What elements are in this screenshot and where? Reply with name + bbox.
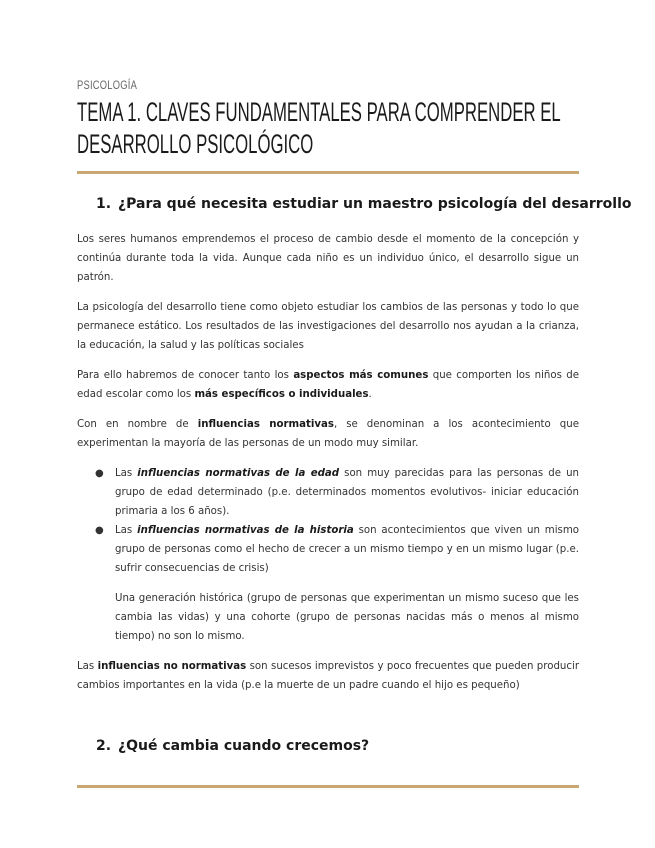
paragraph-5 [77, 657, 579, 695]
section-1-number: 1. [96, 196, 112, 212]
bullet-dot-icon: ● [95, 525, 104, 536]
text-run: , se denominan a los acontecimiento que experimentan la mayoría de las personas de un modo muy similar. [77, 419, 580, 449]
section-1-text: ¿Para qué necesita estudiar un maestro psicología del desarrollo [118, 196, 632, 212]
text-run: Las [77, 661, 98, 672]
text-run: Para ello habremos de conocer tanto los [77, 370, 294, 381]
list-item [77, 521, 579, 578]
bold-italic-text: influencias normativas de la historia [137, 525, 354, 536]
text-run: . [368, 389, 372, 400]
bold-text: aspectos más comunes [293, 370, 429, 381]
paragraph-2: La psicología del desarrollo tiene como objeto estudiar los cambios de las personas y todo lo que permanece estático. Los resultados de las investigaciones del desarrollo nos ayudan a la crianza, la educación, la salud y las políticas sociales [77, 302, 579, 351]
text-run: son sucesos imprevistos y poco frecuentes que pueden producir cambios importantes en la vida (p.e la muerte de un padre cuando el hijo es pequeño) [77, 661, 580, 691]
title-divider [77, 171, 579, 174]
text-run: Con en nombre de [77, 419, 198, 430]
list-item [77, 464, 579, 521]
section-2-heading [96, 738, 369, 754]
bullet-list [77, 464, 579, 578]
paragraph-1: Los seres humanos emprendemos el proceso de cambio desde el momento de la concepción y continúa durante toda la vida. Aunque cada niño es un individuo único, el desarrollo sigue un patrón. [77, 234, 579, 283]
bold-text: influencias no normativas [97, 661, 247, 672]
subject-label: PSICOLOGÍA [77, 78, 138, 92]
text-run: Las [115, 468, 138, 479]
text-run: que comporten los niños de edad escolar como los [77, 370, 579, 400]
text-run: son muy parecidas para las personas de un grupo de edad determinado (p.e. determinados momentos evolutivos- iniciar educación primaria a los 6 años). [115, 468, 580, 517]
bold-italic-text: influencias normativas de la edad [137, 468, 340, 479]
indented-paragraph: Una generación histórica (grupo de personas que experimentan un mismo suceso que les cambia las vidas) y una cohorte (grupo de personas nacidas más o menos al mismo tiempo) no son lo mismo. [115, 593, 579, 642]
section-1-heading [96, 196, 632, 212]
title-line-2: DESARROLLO PSICOLÓGICO [77, 129, 314, 159]
text-run: Las [115, 525, 138, 536]
bold-text: influencias normativas [197, 419, 334, 430]
section-2-text: ¿Qué cambia cuando crecemos? [118, 738, 370, 754]
page-title [77, 96, 561, 160]
document-body [77, 230, 579, 706]
text-run: son acontecimientos que viven un mismo grupo de personas como el hecho de crecer a un mismo tiempo y en un mismo lugar (p.e. sufrir consecuencias de crisis) [115, 525, 579, 574]
bullet-dot-icon: ● [95, 468, 104, 479]
section-2-number: 2. [96, 738, 112, 754]
title-line-1: TEMA 1. CLAVES FUNDAMENTALES PARA COMPRENDER EL [77, 97, 561, 127]
section-divider [77, 785, 579, 788]
paragraph-4 [77, 415, 579, 453]
paragraph-3 [77, 366, 579, 404]
bold-text: más específicos o individuales [194, 389, 369, 400]
